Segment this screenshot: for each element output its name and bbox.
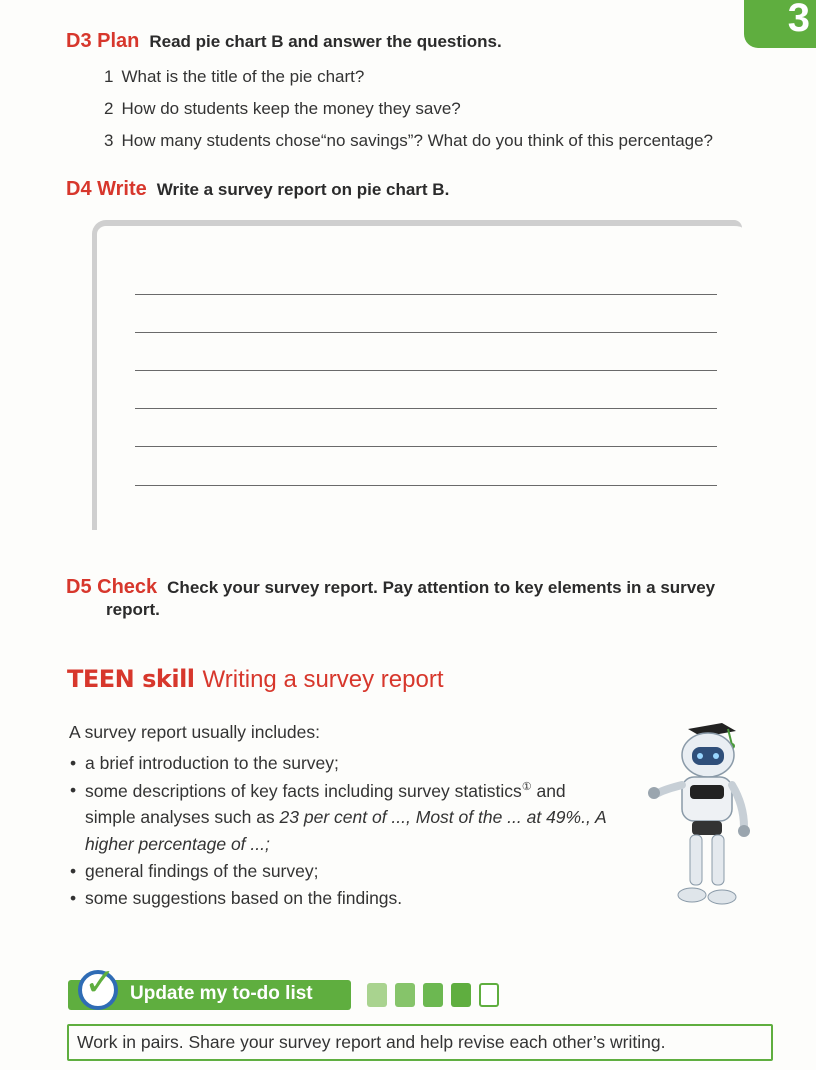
writing-line[interactable] [135, 485, 717, 486]
progress-square [423, 983, 443, 1007]
d4-code: D4 Write [66, 178, 147, 200]
d3-question-3 [104, 131, 713, 151]
bullet-text-tail: and [531, 780, 566, 801]
question-number: 1 [104, 67, 114, 86]
teen-skill-title: Writing a survey report [202, 666, 444, 693]
unit-tab [744, 0, 816, 48]
todo-title: Update my to-do list [130, 983, 313, 1004]
d5-instruction: Check your survey report. Pay attention to key elements in a survey [167, 578, 716, 597]
d4-heading [66, 178, 449, 201]
teen-skill-brand: TEEN skill [67, 665, 195, 693]
example-phrases: higher percentage of ...; [85, 834, 270, 854]
d4-instruction: Write a survey report on pie chart B. [156, 180, 450, 199]
writing-line[interactable] [135, 294, 717, 295]
writing-area[interactable] [92, 220, 742, 530]
bullet-text: a brief introduction to the survey; [85, 753, 339, 773]
footnote-marker: ① [521, 781, 532, 793]
unit-number: 3 [787, 0, 810, 40]
todo-task-box [67, 1024, 773, 1061]
bullet-dot: • [70, 753, 77, 773]
d3-code: D3 Plan [66, 30, 140, 52]
bullet-continuation [85, 807, 607, 828]
question-text: What is the title of the pie chart? [121, 67, 365, 86]
progress-square [451, 983, 471, 1007]
question-number: 2 [104, 99, 114, 118]
bullet-dot: • [70, 888, 77, 908]
bullet-text: general findings of the survey; [85, 861, 319, 881]
progress-square [395, 983, 415, 1007]
checkmark-icon: ✓ [84, 962, 116, 1004]
skill-intro: A survey report usually includes: [69, 722, 320, 742]
example-phrases: 23 per cent of ..., Most of the ... at 49%., A [279, 807, 607, 827]
d3-heading [66, 30, 502, 53]
writing-line[interactable] [135, 332, 717, 333]
question-text: How many students chose“no savings”? What do you think of this percentage? [121, 131, 714, 150]
question-number: 3 [104, 131, 114, 150]
bullet-text-main: some descriptions of key facts including survey statistics [85, 780, 522, 801]
continuation-text: simple analyses such as [85, 807, 280, 827]
robot-illustration [640, 715, 770, 915]
writing-line[interactable] [135, 446, 717, 447]
d3-question-1 [104, 67, 364, 87]
writing-line[interactable] [135, 408, 717, 409]
d5-instruction-continued: report. [106, 600, 160, 619]
bullet-text: some suggestions based on the findings. [85, 888, 403, 908]
progress-square [479, 983, 499, 1007]
d3-question-2 [104, 99, 461, 119]
d5-heading [66, 576, 715, 599]
todo-task-text: Work in pairs. Share your survey report and help revise each other’s writing. [77, 1032, 666, 1052]
writing-line[interactable] [135, 370, 717, 371]
teen-skill-heading [67, 665, 444, 694]
d3-instruction: Read pie chart B and answer the questions. [149, 32, 502, 51]
question-text: How do students keep the money they save? [121, 99, 461, 118]
bullet-dot: • [70, 780, 77, 800]
progress-square [367, 983, 387, 1007]
bullet-continuation [85, 834, 270, 855]
bullet-text [85, 780, 566, 802]
bullet-dot: • [70, 861, 77, 881]
d5-code: D5 Check [66, 576, 158, 598]
